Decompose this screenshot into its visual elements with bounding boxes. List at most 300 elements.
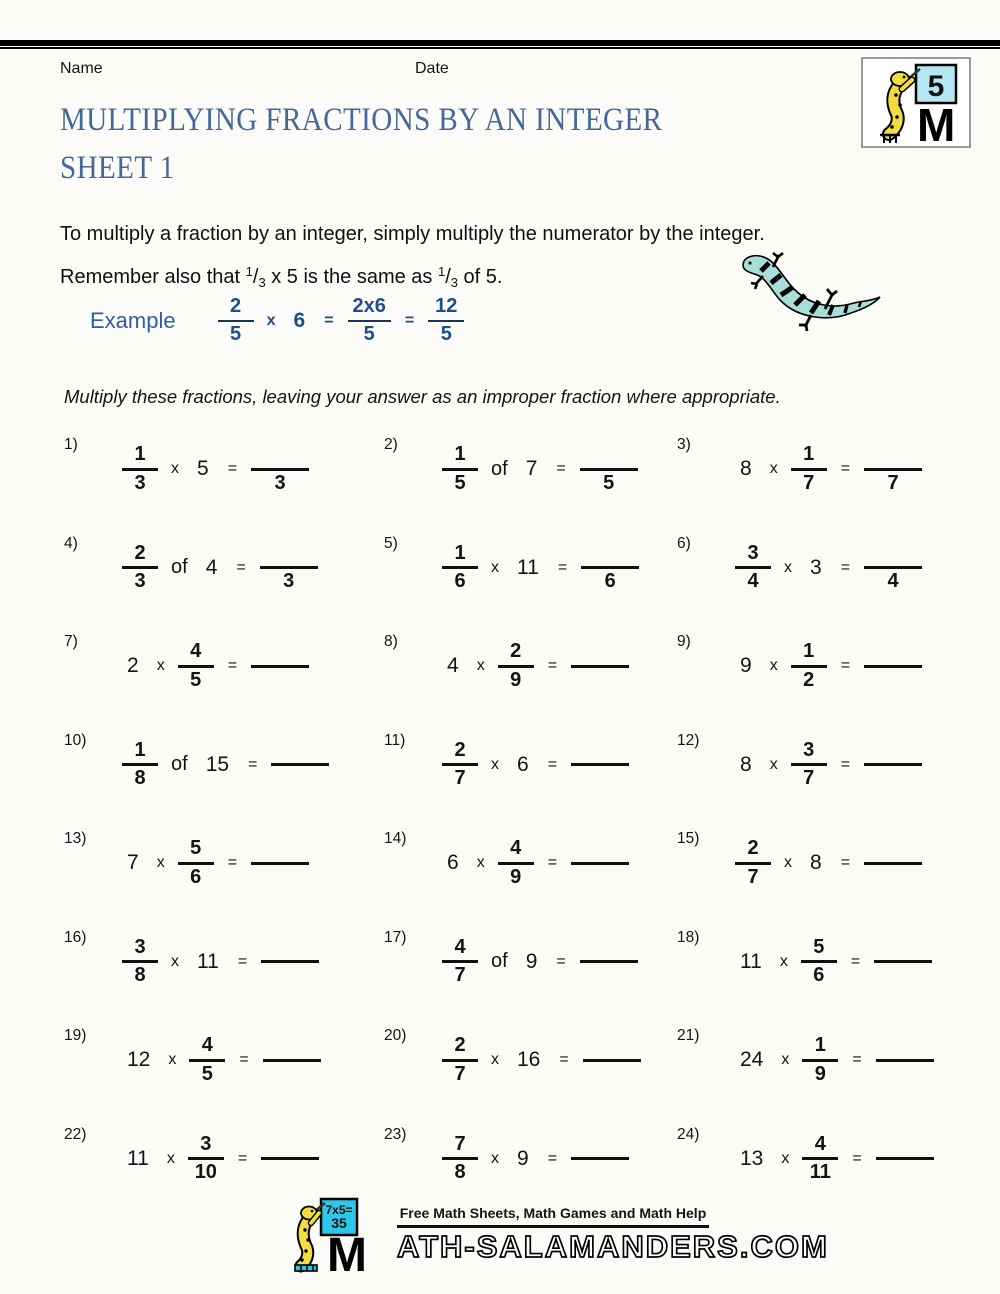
integer: 8 — [740, 457, 752, 481]
fraction-bar — [442, 960, 478, 963]
fraction-bar — [735, 566, 771, 569]
answer-blank — [581, 543, 639, 593]
salamander-badge-icon — [864, 61, 968, 145]
problem-17 — [378, 913, 671, 1012]
multiplication-sign: x — [781, 1051, 790, 1069]
multiplication-sign: x — [784, 854, 792, 872]
fraction-bar — [864, 862, 922, 865]
fraction-denominator — [592, 1162, 608, 1184]
equals-sign: = — [840, 558, 851, 576]
fraction-bar — [251, 665, 309, 668]
problem-number: 19) — [64, 1027, 87, 1044]
fraction-numerator: 2x6 — [352, 295, 386, 317]
fraction-denominator: 6 — [190, 865, 202, 888]
problem-9 — [671, 617, 958, 716]
fraction-bar — [571, 1157, 629, 1160]
fraction-bar — [251, 862, 309, 865]
problem-number: 10) — [64, 731, 87, 749]
problem-expression — [118, 740, 333, 790]
fraction-numerator: 4 — [814, 1132, 826, 1155]
answer-blank — [864, 838, 922, 888]
fraction-numerator: 2 — [134, 541, 146, 564]
multiplication-sign: x — [491, 558, 499, 576]
fraction-denominator — [601, 965, 617, 987]
fraction-denominator: 4 — [887, 570, 899, 593]
intro-line1: To multiply a fraction by an integer, simply multiply the numerator by the integer. — [60, 223, 765, 245]
answer-blank — [876, 1134, 934, 1184]
multiplication-sign: x — [781, 1149, 790, 1167]
problem-expression — [438, 1134, 633, 1184]
fraction-denominator — [592, 768, 608, 790]
fraction — [801, 937, 837, 987]
fraction-bar — [498, 665, 534, 668]
fraction-denominator: 5 — [363, 323, 375, 346]
fraction-denominator — [897, 1162, 913, 1184]
fraction — [791, 641, 827, 691]
equals-sign: = — [227, 854, 238, 872]
fraction-bar — [876, 1059, 934, 1062]
fraction — [178, 838, 214, 888]
problem-number: 3) — [677, 436, 691, 453]
fraction-denominator: 9 — [814, 1062, 826, 1085]
footer-text-block — [397, 1197, 829, 1265]
fraction-denominator — [282, 965, 298, 987]
fraction-bar — [791, 665, 827, 668]
problem-expression — [118, 838, 313, 888]
fraction-bar — [122, 960, 158, 963]
answer-blank — [874, 937, 932, 987]
footer-tagline: Free Math Sheets, Math Games and Math Help — [399, 1205, 707, 1221]
fraction-denominator: 7 — [454, 964, 466, 987]
fraction — [498, 838, 534, 888]
fraction-numerator: 2 — [510, 640, 522, 663]
fraction — [498, 641, 534, 691]
fraction-denominator — [293, 768, 309, 790]
problem-number: 9) — [677, 633, 691, 650]
multiplication-sign: x — [491, 755, 499, 773]
fraction-numerator: 3 — [134, 935, 146, 958]
equals-sign: = — [840, 657, 851, 675]
fraction-denominator: 3 — [283, 570, 295, 593]
fraction-bar — [580, 468, 638, 471]
multiplication-sign: x — [784, 558, 792, 576]
equals-sign: = — [852, 1051, 862, 1069]
fraction — [428, 296, 464, 346]
fraction-numerator: 1 — [134, 443, 146, 466]
fraction-bar — [251, 468, 309, 471]
fraction-denominator: 5 — [603, 471, 615, 494]
fraction — [802, 1035, 838, 1085]
fraction-numerator: 2 — [454, 738, 466, 761]
lizard-illustration-icon — [733, 243, 883, 343]
equals-sign: = — [237, 952, 248, 970]
fraction-bar — [583, 1059, 641, 1062]
inline-fraction: $^1/_3$ — [437, 264, 458, 290]
fraction — [791, 444, 827, 494]
fraction — [188, 1134, 224, 1184]
problem-expression — [731, 1134, 938, 1184]
answer-blank — [263, 1035, 321, 1085]
fraction-denominator: 10 — [194, 1161, 217, 1184]
problem-expression — [731, 543, 926, 593]
inline-fraction-numerator: 1 — [437, 264, 446, 279]
integer: 11 — [740, 949, 762, 973]
fraction-bar — [442, 1157, 478, 1160]
problem-number: 5) — [384, 534, 398, 552]
equals-sign: = — [227, 460, 238, 478]
example-row — [90, 296, 468, 346]
integer: 7 — [525, 457, 538, 481]
problem-number: 22) — [64, 1125, 87, 1143]
answer-blank — [864, 543, 922, 593]
fraction — [218, 296, 254, 346]
multiplication-sign: x — [769, 755, 778, 773]
fraction — [735, 543, 771, 593]
fraction-denominator: 5 — [440, 323, 452, 346]
example-expression — [214, 296, 469, 346]
problem-11 — [378, 716, 671, 815]
fraction — [178, 641, 214, 691]
fraction-denominator: 3 — [134, 570, 146, 593]
fraction-denominator: 5 — [454, 471, 466, 494]
fraction-denominator — [604, 1064, 620, 1086]
fraction-denominator: 3 — [274, 471, 286, 494]
problem-21 — [671, 1011, 958, 1110]
multiplication-sign: x — [166, 1149, 175, 1167]
problem-expression — [118, 1035, 325, 1085]
fraction — [348, 296, 391, 346]
equals-sign: = — [840, 755, 851, 773]
multiplication-sign: x — [491, 1149, 499, 1167]
badge-m-letter: M — [917, 99, 956, 145]
fraction-denominator — [282, 1162, 298, 1184]
answer-blank — [260, 543, 318, 593]
integer: 6 — [517, 752, 529, 776]
problem-8 — [378, 617, 671, 716]
multiplication-sign: x — [779, 952, 788, 970]
fraction-denominator: 8 — [454, 1161, 466, 1184]
integer: 6 — [447, 851, 459, 875]
answer-blank — [271, 740, 329, 790]
equals-sign: = — [840, 460, 851, 478]
answer-blank — [571, 1134, 629, 1184]
fraction-bar — [348, 320, 391, 323]
fraction-bar — [122, 763, 158, 766]
problem-16 — [58, 913, 378, 1012]
integer: 24 — [740, 1048, 764, 1072]
multiplication-sign: x — [769, 657, 778, 675]
fraction-bar — [263, 1059, 321, 1062]
problem-expression — [438, 1035, 645, 1085]
fraction-denominator: 7 — [454, 767, 466, 790]
equals-sign: = — [547, 657, 558, 675]
answer-blank — [580, 937, 638, 987]
fraction-denominator: 5 — [190, 668, 202, 691]
problem-number: 13) — [64, 830, 87, 847]
multiplication-sign: x — [266, 311, 276, 329]
fraction-denominator: 7 — [887, 471, 899, 494]
equals-sign: = — [556, 460, 566, 478]
fraction-denominator: 8 — [134, 767, 146, 790]
problem-expression — [438, 444, 642, 494]
multiplication-sign: x — [156, 854, 165, 872]
problem-expression — [438, 838, 633, 888]
answer-blank — [876, 1035, 934, 1085]
top-border-rule — [0, 40, 1000, 49]
problem-number: 4) — [64, 534, 78, 552]
answer-blank — [251, 444, 309, 494]
equals-sign: = — [324, 311, 334, 329]
of-word: of — [491, 950, 508, 973]
fraction-bar — [864, 566, 922, 569]
fraction-numerator: 4 — [201, 1034, 213, 1057]
fraction-bar — [122, 468, 158, 471]
fraction-numerator: 2 — [454, 1034, 466, 1057]
footer-rule — [397, 1225, 709, 1228]
of-word: of — [171, 753, 188, 776]
footer-salamander-icon — [291, 1197, 395, 1275]
integer: 11 — [517, 555, 539, 579]
fraction-bar — [442, 1059, 478, 1062]
equals-sign: = — [852, 1149, 862, 1167]
fraction-numerator: 1 — [454, 443, 466, 466]
fraction-numerator: 5 — [190, 837, 202, 860]
integer: 4 — [447, 654, 459, 678]
fraction-denominator: 7 — [747, 865, 759, 888]
multiplication-sign: x — [156, 657, 165, 675]
fraction — [442, 1035, 478, 1085]
footer-board-line2: 35 — [331, 1215, 347, 1231]
problem-3 — [671, 420, 958, 519]
problem-expression — [118, 641, 313, 691]
problem-expression — [438, 543, 643, 593]
example-label: Example — [90, 307, 176, 333]
fraction-denominator: 7 — [803, 767, 815, 790]
of-word: of — [491, 457, 508, 480]
fraction-bar — [122, 566, 158, 569]
fraction-denominator: 3 — [134, 471, 146, 494]
integer: 15 — [205, 752, 230, 776]
fraction-numerator: 12 — [435, 295, 458, 317]
fraction — [122, 937, 158, 987]
problem-15 — [671, 814, 958, 913]
integer: 8 — [810, 851, 822, 875]
integer: 11 — [127, 1146, 149, 1170]
equals-sign: = — [237, 1149, 248, 1167]
equals-sign: = — [236, 558, 246, 576]
fraction-numerator: 1 — [803, 443, 815, 466]
multiplication-sign: x — [168, 1051, 177, 1069]
inline-fraction: $^1/_3$ — [245, 264, 266, 290]
equals-sign: = — [547, 1149, 558, 1167]
fraction-denominator — [885, 670, 901, 692]
fraction-numerator: 7 — [454, 1132, 466, 1155]
footer-board-line1: 7x5= — [325, 1203, 353, 1217]
fraction — [735, 838, 771, 888]
problem-20 — [378, 1011, 671, 1110]
fraction — [442, 444, 478, 494]
fraction — [122, 740, 158, 790]
fraction — [791, 740, 827, 790]
fraction-denominator: 6 — [454, 570, 466, 593]
problem-6 — [671, 519, 958, 618]
fraction — [442, 740, 478, 790]
equals-sign: = — [557, 558, 568, 576]
badge-card-number: 5 — [927, 70, 945, 103]
fraction-bar — [261, 960, 319, 963]
problem-expression — [731, 641, 926, 691]
fraction-numerator: 4 — [190, 640, 202, 663]
fraction-denominator: 7 — [454, 1062, 466, 1085]
fraction-bar — [571, 862, 629, 865]
fraction-denominator: 9 — [510, 668, 522, 691]
page-title — [60, 96, 662, 192]
fraction-bar — [580, 960, 638, 963]
fraction-bar — [189, 1059, 225, 1062]
equals-sign: = — [547, 755, 558, 773]
problem-22 — [58, 1110, 378, 1209]
problem-expression — [731, 740, 926, 790]
equals-sign: = — [227, 657, 238, 675]
multiplication-sign: x — [476, 657, 485, 675]
fraction-bar — [864, 763, 922, 766]
fraction-bar — [178, 665, 214, 668]
problem-number: 24) — [677, 1125, 700, 1143]
integer: 9 — [517, 1146, 529, 1170]
problem-number: 2) — [384, 436, 398, 453]
equals-sign: = — [239, 1051, 249, 1069]
integer: 9 — [740, 654, 752, 678]
intro-text-segment: x 5 is the same as — [265, 266, 438, 288]
fraction — [442, 1134, 478, 1184]
problem-2 — [378, 420, 671, 519]
fraction-bar — [735, 862, 771, 865]
school-badge — [861, 57, 971, 148]
problem-number: 23) — [384, 1125, 407, 1143]
fraction — [442, 543, 478, 593]
problem-number: 8) — [384, 633, 398, 650]
fraction-bar — [188, 1157, 224, 1160]
problem-number: 18) — [677, 928, 700, 946]
fraction-bar — [260, 566, 318, 569]
fraction-denominator: 5 — [201, 1062, 213, 1085]
fraction — [122, 543, 158, 593]
fraction-numerator: 1 — [134, 738, 146, 761]
page-title-line2: SHEET 1 — [60, 150, 175, 186]
fraction-bar — [791, 763, 827, 766]
fraction-denominator: 6 — [604, 570, 616, 593]
fraction-numerator: 1 — [454, 541, 466, 564]
fraction-numerator: 2 — [230, 295, 242, 317]
fraction-denominator: 6 — [813, 964, 825, 987]
problem-number: 1) — [64, 436, 78, 453]
problem-13 — [58, 814, 378, 913]
problem-12 — [671, 716, 958, 815]
fraction-bar — [442, 468, 478, 471]
multiplication-sign: x — [769, 460, 778, 478]
answer-blank — [580, 444, 638, 494]
problem-5 — [378, 519, 671, 618]
integer: 3 — [810, 555, 822, 579]
fraction — [802, 1134, 838, 1184]
problem-number: 12) — [677, 731, 700, 749]
integer: 16 — [517, 1048, 541, 1072]
answer-blank — [261, 1134, 319, 1184]
fraction-denominator — [592, 867, 608, 889]
integer: 5 — [197, 457, 209, 481]
fraction-bar — [498, 862, 534, 865]
integer: 6 — [293, 308, 306, 332]
fraction-numerator: 1 — [814, 1034, 826, 1057]
integer: 13 — [740, 1146, 764, 1170]
fraction-bar — [261, 1157, 319, 1160]
multiplication-sign: x — [171, 952, 179, 970]
integer: 9 — [525, 949, 538, 973]
fraction-denominator — [885, 867, 901, 889]
fraction-bar — [864, 665, 922, 668]
fraction-bar — [802, 1157, 838, 1160]
fraction-bar — [218, 320, 254, 323]
problem-10 — [58, 716, 378, 815]
fraction-bar — [802, 1059, 838, 1062]
problem-expression — [731, 838, 926, 888]
problem-number: 14) — [384, 830, 407, 847]
fraction-denominator: 11 — [809, 1161, 831, 1184]
equals-sign: = — [404, 311, 415, 329]
problem-24 — [671, 1110, 958, 1209]
problem-expression — [438, 937, 642, 987]
problem-14 — [378, 814, 671, 913]
fraction-numerator: 4 — [510, 837, 522, 860]
fraction — [442, 937, 478, 987]
problem-expression — [731, 1035, 938, 1085]
answer-blank — [864, 740, 922, 790]
fraction-denominator — [272, 670, 288, 692]
intro-text-segment: of 5. — [458, 266, 503, 288]
problem-number: 11) — [384, 731, 406, 749]
fraction-numerator: 4 — [454, 935, 466, 958]
answer-blank — [583, 1035, 641, 1085]
answer-blank — [571, 641, 629, 691]
inline-fraction-denominator: 3 — [450, 275, 458, 290]
problem-number: 16) — [64, 928, 87, 946]
fraction-numerator: 2 — [747, 837, 759, 860]
fraction-numerator: 3 — [803, 738, 815, 761]
answer-blank — [251, 838, 309, 888]
answer-blank — [571, 838, 629, 888]
multiplication-sign: x — [476, 854, 485, 872]
problem-1 — [58, 420, 378, 519]
page-title-line1: MULTIPLYING FRACTIONS BY AN INTEGER — [60, 102, 663, 138]
fraction-bar — [791, 468, 827, 471]
instruction-text: Multiply these fractions, leaving your answer as an improper fraction where appropriate. — [64, 386, 781, 407]
integer: 4 — [205, 555, 218, 579]
fraction-denominator: 5 — [230, 323, 242, 346]
footer-logo — [0, 1197, 1000, 1275]
answer-blank — [571, 740, 629, 790]
fraction-denominator — [284, 1064, 300, 1086]
fraction-bar — [571, 763, 629, 766]
equals-sign: = — [556, 952, 566, 970]
site-name: ATH-SALAMANDERS.COM — [397, 1229, 829, 1264]
integer: 2 — [127, 654, 139, 678]
fraction-numerator: 3 — [200, 1132, 212, 1155]
fraction-numerator: 5 — [813, 935, 825, 958]
fraction — [122, 444, 158, 494]
problems-grid — [58, 420, 958, 1208]
answer-blank — [251, 641, 309, 691]
equals-sign: = — [850, 952, 861, 970]
